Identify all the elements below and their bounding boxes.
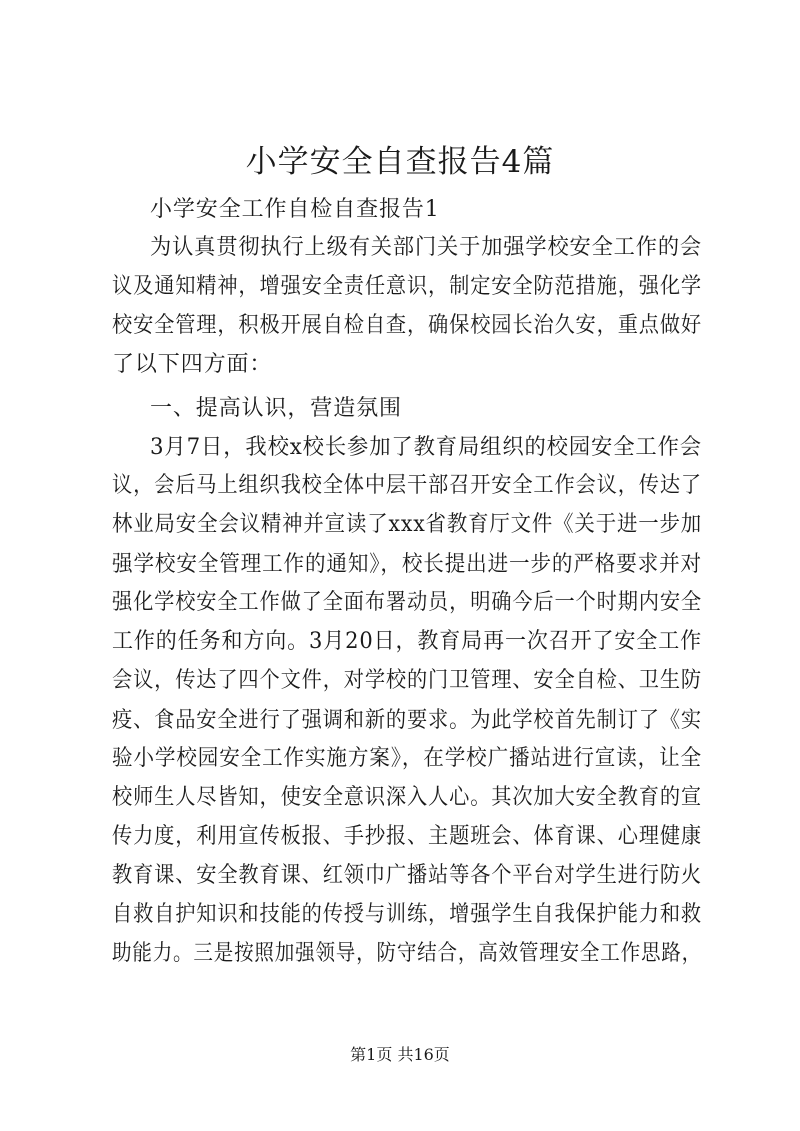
paragraph-line: 验小学校园安全工作实施方案》，在学校广播站进行宣读，让全 — [112, 746, 702, 771]
paragraph-line: 强化学校安全工作做了全面布署动员，明确今后一个时期内安全 — [112, 590, 702, 615]
paragraph-line: 疫、食品安全进行了强调和新的要求。为此学校首先制订了《实 — [112, 708, 702, 733]
paragraph-line: 会议，传达了四个文件，对学校的门卫管理、安全自检、卫生防 — [112, 668, 702, 693]
paragraph-line: 校师生人尽皆知，使安全意识深入人心。其次加大安全教育的宣 — [112, 785, 702, 810]
paragraph-line: 教育课、安全教育课、红领巾广播站等各个平台对学生进行防火 — [112, 863, 702, 888]
paragraph-line: 林业局安全会议精神并宣读了xxx省教育厅文件《关于进一步加 — [112, 512, 703, 537]
section-subtitle: 小学安全工作自检自查报告1 — [150, 197, 440, 222]
paragraph-line: 工作的任务和方向。3月20日，教育局再一次召开了安全工作 — [112, 629, 702, 654]
section-heading: 一、提高认识，营造氛围 — [150, 396, 402, 421]
paragraph-line: 为认真贯彻执行上级有关部门关于加强学校安全工作的会 — [150, 235, 703, 260]
paragraph-line: 了以下四方面： — [112, 352, 273, 377]
paragraph-line: 传力度，利用宣传板报、手抄报、主题班会、体育课、心理健康 — [112, 824, 702, 849]
paragraph-line: 自救自护知识和技能的传授与训练，增强学生自我保护能力和救 — [112, 902, 702, 927]
paragraph-line: 议及通知精神，增强安全责任意识，制定安全防范措施，强化学 — [112, 274, 702, 299]
paragraph-line: 强学校安全管理工作的通知》，校长提出进一步的严格要求并对 — [112, 552, 702, 577]
paragraph-line: 校安全管理，积极开展自检自查，确保校园长治久安，重点做好 — [112, 313, 702, 338]
page-number-footer: 第1页 共16页 — [350, 1045, 450, 1064]
paragraph-line: 议，会后马上组织我校全体中层干部召开安全工作会议，传达了 — [112, 473, 702, 498]
document-title: 小学安全自查报告4篇 — [245, 144, 555, 180]
paragraph-line: 3月7日，我校x校长参加了教育局组织的校园安全工作会 — [150, 435, 702, 460]
paragraph-line: 助能力。三是按照加强领导，防守结合，高效管理安全工作思路， — [112, 941, 702, 966]
